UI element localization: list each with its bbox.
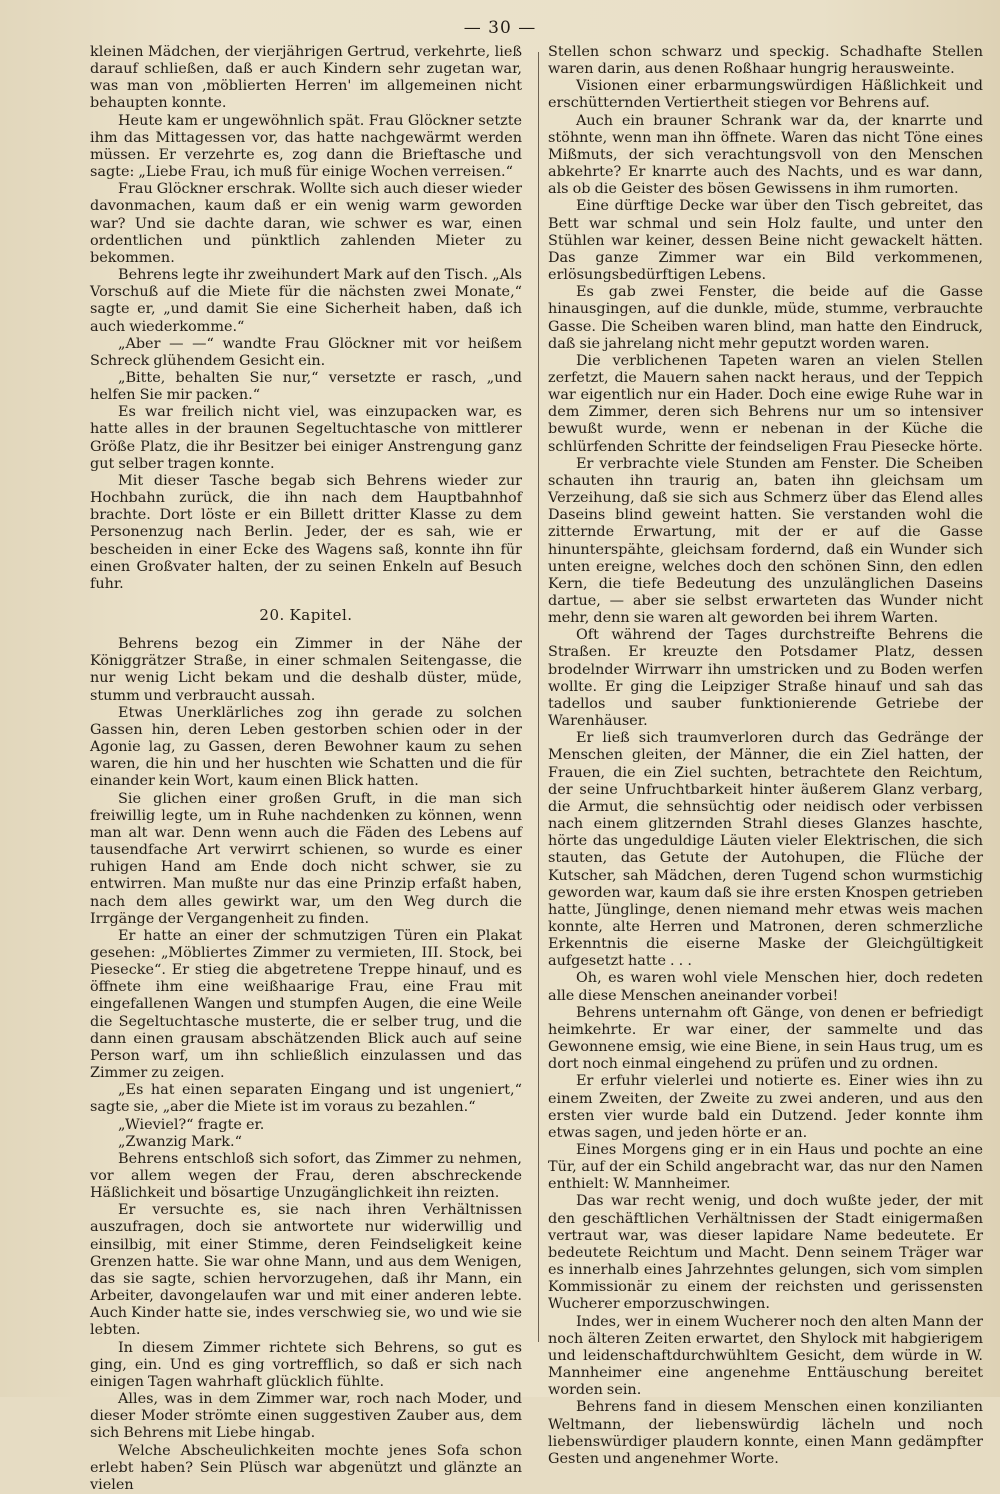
- paragraph: Frau Glöckner erschrak. Wollte sich auch dieser wieder davonmachen, kaum daß er ein wenig warm geworden war? Und sie dachte daran, wie schwer es war, einen ordentlichen und pünktlich zahlenden Mieter zu bekommen.: [90, 181, 522, 266]
- page-number: — 30 —: [463, 18, 537, 38]
- column-divider: [538, 52, 539, 1342]
- paragraph: Etwas Unerklärliches zog ihn gerade zu solchen Gassen hin, deren Leben gestorben schien oder in der Agonie lag, zu Gassen, deren Bewohner kaum zu sehen waren, die hin und her huschten wie Schatten und die für einander kein Wort, kaum einen Blick hatten.: [90, 704, 522, 790]
- paragraph: Welche Abscheulichkeiten mochte jenes Sofa schon erlebt haben? Sein Plüsch war abgenützt und glänzte an vielen: [90, 1442, 522, 1493]
- paragraph: Oft während der Tages durchstreifte Behrens die Straßen. Er kreuzte den Potsdamer Platz, dessen brodelnder Wirrwarr ihn umstricken und zu Boden werfen wollte. Er ging die Leipziger Straße hinauf und sah das tadellos und sauber funktionierende Getriebe der Warenhäuser.: [548, 627, 983, 730]
- paragraph: Stellen schon schwarz und speckig. Schadhafte Stellen waren darin, aus denen Roßhaar hungrig herausweinte.: [548, 44, 983, 78]
- paragraph: Behrens fand in diesem Menschen einen konzilianten Weltmann, der liebenswürdig lächeln und noch liebenswürdiger plaudern konnte, einen Mann gedämpfter Gesten und angenehmer Worte.: [548, 1399, 983, 1467]
- paragraph: „Aber — —“ wandte Frau Glöckner mit vor heißem Schreck glühendem Gesicht ein.: [90, 335, 522, 369]
- paragraph: Es war freilich nicht viel, was einzupacken war, es hatte alles in der braunen Segeltuchtasche von mittlerer Größe Platz, die ihr Besitzer bei einiger Anstrengung ganz gut selber tragen konnte.: [90, 404, 522, 472]
- paragraph: „Bitte, behalten Sie nur,“ versetzte er rasch, „und helfen Sie mir packen.“: [90, 369, 522, 404]
- paragraph: „Es hat einen separaten Eingang und ist ungeniert,“ sagte sie, „aber die Miete ist im voraus zu bezahlen.“: [90, 1082, 522, 1116]
- paragraph: Heute kam er ungewöhnlich spät. Frau Glöckner setzte ihm das Mittagessen vor, das hatte nachgewärmt werden müssen. Er verzehrte es, zog dann die Brieftasche und sagte: „Liebe Frau, ich muß für einige Wochen verreisen.“: [90, 112, 522, 181]
- paragraph: Behrens entschloß sich sofort, das Zimmer zu nehmen, vor allem wegen der Frau, deren abschreckende Häßlichkeit und bösartige Unzugänglichkeit ihn reizten.: [90, 1150, 522, 1202]
- paragraph: Eine dürftige Decke war über den Tisch gebreitet, das Bett war schmal und sein Holz faulte, und unter den Stühlen war keiner, dessen Beine nicht gewackelt hätten. Das ganze Zimmer war ein Bild verkommenen, erlösungsbedürftigen Lebens.: [548, 198, 983, 284]
- paragraph: Mit dieser Tasche begab sich Behrens wieder zur Hochbahn zurück, die ihn nach dem Hauptbahnhof brachte. Dort löste er ein Billett dritter Klasse zu dem Personenzug nach Berlin. Jeder, der es sah, wie er bescheiden in einer Ecke des Wagens saß, konnte ihn für einen Großvater halten, der zu seinen Enkeln auf Besuch fuhr.: [90, 472, 522, 592]
- right-column: [548, 44, 983, 1468]
- paragraph: Eines Morgens ging er in ein Haus und pochte an eine Tür, auf der ein Schild angebracht war, das nur den Namen enthielt: W. Mannheimer.: [548, 1142, 983, 1193]
- paragraph: Er versuchte es, sie nach ihren Verhältnissen auszufragen, doch sie antwortete nur widerwillig und einsilbig, mit einer Stimme, deren Feindseligkeit keine Grenzen hatte. Sie war ohne Mann, und aus dem Wenigen, das sie sagte, schien hervorzugehen, daß ihr Mann, ein Arbeiter, davongelaufen war und mit einer anderen lebte. Auch Kinder hatte sie, indes verschwieg sie, wo und wie sie lebten.: [90, 1202, 522, 1339]
- paragraph: Behrens unternahm oft Gänge, von denen er befriedigt heimkehrte. Er war einer, der sammelte und das Gewonnene emsig, wie eine Biene, in sein Haus trug, um es dort noch einmal eingehend zu prüfen und zu ordnen.: [548, 1004, 983, 1073]
- paragraph: Das war recht wenig, und doch wußte jeder, der mit den geschäftlichen Verhältnissen der Stadt einigermaßen vertraut war, was dieser lapidare Name bedeutete. Er bedeutete Reichtum und Macht. Denn seinem Träger war es innerhalb eines Jahrzehntes gelungen, sich vom simplen Kommissionär zu einem der reichsten und gerissensten Wucherer emporzuschwingen.: [548, 1193, 983, 1313]
- paragraph: „Wieviel?“ fragte er.: [118, 1116, 265, 1133]
- paragraph: Es gab zwei Fenster, die beide auf die Gasse hinausgingen, auf die dunkle, müde, stumme, verbrauchte Gasse. Die Scheiben waren blind, man hatte den Eindruck, daß sie jahrelang nicht mehr geputzt worden waren.: [548, 284, 983, 352]
- chapter-heading: 20. Kapitel.: [259, 606, 353, 624]
- paragraph: Oh, es waren wohl viele Menschen hier, doch redeten alle diese Menschen aneinander vorbei!: [548, 970, 983, 1004]
- paragraph: kleinen Mädchen, der vierjährigen Gertrud, verkehrte, ließ darauf schließen, daß er auch Kindern sehr zugetan war, was man von ‚möblierten Herren' im allgemeinen nicht behaupten konnte.: [90, 44, 522, 112]
- paragraph: Er verbrachte viele Stunden am Fenster. Die Scheiben schauten ihn traurig an, baten ihn gleichsam um Verzeihung, daß sie sich aus Schmerz über das Elend alles Daseins blind geweint hatten. Sie verstanden wohl die zitternde Erwartung, mit der er auf die Gasse hinunterspähte, gleichsam fordernd, daß ein Wunder sich unten ereigne, welches doch den schönen Sinn, den edlen Kern, die tiefe Bedeutung des unzulänglichen Daseins dartue, — aber sie selbst erwarteten das Wunder nicht mehr, denn sie waren alt geworden bei ihrem Warten.: [548, 455, 983, 627]
- paragraph: „Zwanzig Mark.“: [118, 1133, 242, 1150]
- paragraph: Alles, was in dem Zimmer war, roch nach Moder, und dieser Moder strömte einen suggestiven Zauber aus, dem sich Behrens mit Liebe hingab.: [90, 1391, 522, 1442]
- paragraph: In diesem Zimmer richtete sich Behrens, so gut es ging, ein. Und es ging vortrefflich, so daß er sich nach einigen Tagen wahrhaft glücklich fühlte.: [90, 1339, 522, 1390]
- left-column: [90, 44, 522, 1494]
- paragraph: Behrens bezog ein Zimmer in der Nähe der Königgrätzer Straße, in einer schmalen Seitengasse, die nur wenig Licht bekam und die deshalb düster, müde, stumm und verbraucht aussah.: [90, 636, 522, 704]
- paragraph: Die verblichenen Tapeten waren an vielen Stellen zerfetzt, die Mauern sahen nackt heraus, und der Teppich war eigentlich nur ein Hader. Doch eine ewige Ruhe war in dem Zimmer, deren sich Behrens nur um so intensiver bewußt wurde, wenn er nebenan in der Küche die schlürfenden Schritte der feindseligen Frau Piesecke hörte.: [548, 352, 983, 455]
- paragraph: Er erfuhr vielerlei und notierte es. Einer wies ihn zu einem Zweiten, der Zweite zu zwei anderen, und aus den ersten vier wurde bald ein Dutzend. Jeder konnte ihm etwas sagen, und jeden hörte er an.: [548, 1073, 983, 1141]
- paragraph: Er ließ sich traumverloren durch das Gedränge der Menschen gleiten, der Männer, die ein Ziel hatten, der Frauen, die ein Ziel suchten, betrachtete den Reichtum, der seine Unfruchtbarkeit hinter äußerem Glanz verbarg, die Armut, die sehnsüchtig oder neidisch oder verbissen nach einem glitzernden Strahl dieses Glanzes haschte, hörte das ungeduldige Läuten vieler Elektrischen, die sich stauten, das Getute der Autohupen, die Flüche der Kutscher, sah Mädchen, deren Tugend schon wurmstichig geworden war, kaum daß sie ihre ersten Knospen getrieben hatte, Jünglinge, denen niemand mehr etwas weis machen konnte, alte Herren und Matronen, deren schmerzliche Erkenntnis die eiserne Maske der Gleichgültigkeit aufgesetzt hatte . . .: [548, 730, 983, 970]
- paragraph: Er hatte an einer der schmutzigen Türen ein Plakat gesehen: „Möbliertes Zimmer zu vermieten, III. Stock, bei Piesecke“. Er stieg die abgetretene Treppe hinauf, und es öffnete ihm eine weißhaarige Frau, eine Frau mit eingefallenen Wangen und stumpfen Augen, die eine Weile die Segeltuchtasche musterte, die er selber trug, und die dann einen grausam abschätzenden Blick auch auf seine Person warf, um ihn schließlich einzulassen und das Zimmer zu zeigen.: [90, 927, 522, 1082]
- paragraph: Auch ein brauner Schrank war da, der knarrte und stöhnte, wenn man ihn öffnete. Waren das nicht Töne eines Mißmuts, der sich verachtungsvoll von den Menschen abkehrte? Er knarrte auch des Nachts, und es war dann, als ob die Geister des bösen Gewissens in ihm rumorten.: [548, 112, 983, 198]
- paragraph: Visionen einer erbarmungswürdigen Häßlichkeit und erschütternden Vertiertheit stiegen vor Behrens auf.: [548, 78, 983, 112]
- paragraph: Sie glichen einer großen Gruft, in die man sich freiwillig legte, um in Ruhe nachdenken zu können, wenn man alt war. Denn wenn auch die Fäden des Lebens auf tausendfache Art verwirrt schienen, so wurde es einer ruhigen Hand am Ende doch nicht schwer, sie zu entwirren. Man mußte nur das eine Prinzip erfaßt haben, nach dem alles gewirkt war, um den Weg durch die Irrgänge der Vergangenheit zu finden.: [90, 790, 522, 927]
- paragraph: Indes, wer in einem Wucherer noch den alten Mann der noch älteren Zeiten erwartet, den Shylock mit habgierigem und leidenschaftdurchwühltem Gesicht, dem würde in W. Mannheimer eine angenehme Enttäuschung bereitet worden sein.: [548, 1313, 983, 1399]
- paragraph: Behrens legte ihr zweihundert Mark auf den Tisch. „Als Vorschuß auf die Miete für die nächsten zwei Monate,“ sagte er, „und damit Sie eine Sicherheit haben, daß ich auch wiederkomme.“: [90, 267, 523, 335]
